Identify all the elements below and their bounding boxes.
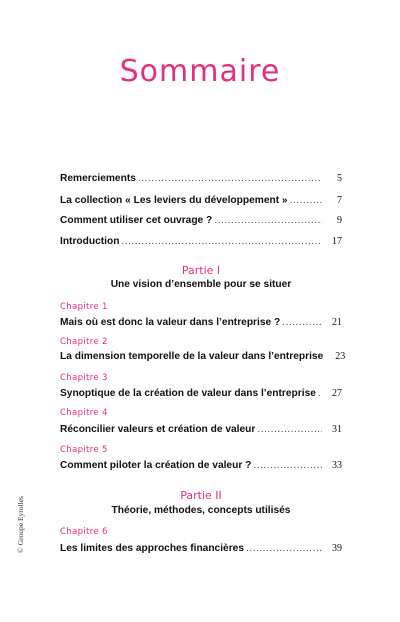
toc-entry-label: La collection « Les leviers du développement » <box>60 195 288 206</box>
toc-entry-label: Mais où est donc la valeur dans l’entreprise ? <box>60 317 281 328</box>
toc-entry-label: Introduction <box>60 236 120 247</box>
toc-entry-label: Les limites des approches financières <box>60 543 245 554</box>
toc-entry-chapter-1[interactable] <box>60 316 342 329</box>
chapter-label: Chapitre 4 <box>60 408 108 418</box>
chapter-label: Chapitre 3 <box>60 373 108 383</box>
toc-entry-label: Réconcilier valeurs et création de valeur <box>60 424 256 435</box>
toc-entry-collection[interactable] <box>60 194 342 207</box>
dot-leader <box>246 542 322 555</box>
part-heading: Partie II <box>180 489 222 502</box>
toc-page-number: 33 <box>332 460 342 471</box>
chapter-label: Chapitre 1 <box>60 302 108 312</box>
toc-page-number: 21 <box>332 317 342 328</box>
dot-leader <box>138 172 322 185</box>
toc-page-number: 5 <box>337 173 342 184</box>
toc-entry-chapter-5[interactable] <box>60 459 342 472</box>
part-subtitle: Théorie, méthodes, concepts utilisés <box>111 505 291 516</box>
toc-entry-label: La dimension temporelle de la valeur dans l’entreprise <box>60 351 324 362</box>
toc-page-number: 17 <box>332 236 342 247</box>
dot-leader <box>318 387 322 400</box>
toc-entry-chapter-3[interactable] <box>60 387 342 400</box>
toc-entry-chapter-2[interactable] <box>60 350 346 363</box>
toc-page-number: 31 <box>332 424 342 435</box>
toc-page-number: 27 <box>332 388 342 399</box>
toc-entry-label: Synoptique de la création de valeur dans l’entreprise <box>60 388 316 399</box>
dot-leader <box>214 214 322 227</box>
toc-entry-label: Remerciements <box>60 173 136 184</box>
page-title: Sommaire <box>119 54 281 89</box>
toc-entry-comment-utiliser[interactable] <box>60 214 342 227</box>
toc-page-number: 23 <box>335 351 346 362</box>
chapter-label: Chapitre 5 <box>60 445 108 455</box>
toc-entry-chapter-6[interactable] <box>60 542 342 555</box>
dot-leader <box>253 459 322 472</box>
toc-entry-label: Comment utiliser cet ouvrage ? <box>60 215 213 226</box>
dot-leader <box>257 423 322 436</box>
toc-entry-label: Comment piloter la création de valeur ? <box>60 460 252 471</box>
toc-entry-remerciements[interactable] <box>60 172 342 185</box>
toc-entry-chapter-4[interactable] <box>60 423 342 436</box>
part-subtitle: Une vision d’ensemble pour se situer <box>110 279 292 290</box>
toc-page-number: 7 <box>337 195 342 206</box>
dot-leader <box>282 316 322 329</box>
chapter-label: Chapitre 2 <box>60 337 108 347</box>
dot-leader <box>290 194 322 207</box>
copyright-notice: © Groupe Eyrolles <box>16 496 25 553</box>
dot-leader <box>121 235 322 248</box>
part-heading: Partie I <box>181 264 221 277</box>
toc-entry-introduction[interactable] <box>60 235 342 248</box>
chapter-label: Chapitre 6 <box>60 527 108 537</box>
toc-page-number: 9 <box>337 215 342 226</box>
toc-page-number: 39 <box>332 543 342 554</box>
